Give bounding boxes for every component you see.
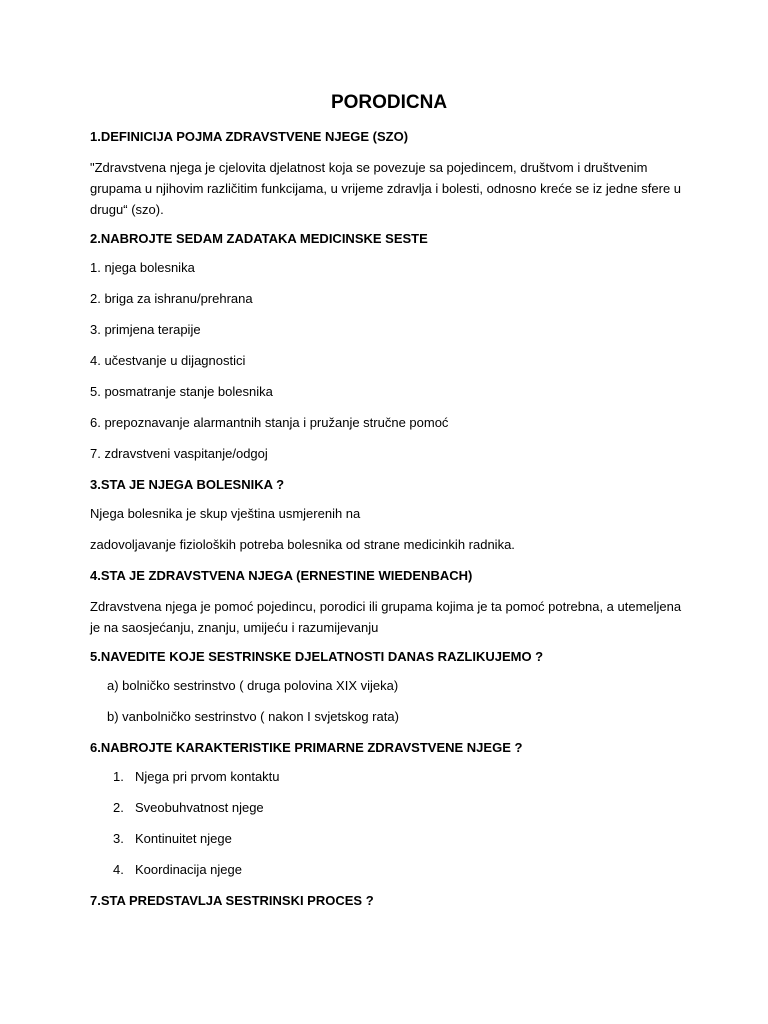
- question-3-heading: 3.STA JE NJEGA BOLESNIKA ?: [90, 477, 285, 492]
- question-5-heading: 5.NAVEDITE KOJE SESTRINSKE DJELATNOSTI DANAS RAZLIKUJEMO ?: [90, 649, 544, 664]
- question-2-heading: 2.NABROJTE SEDAM ZADATAKA MEDICINSKE SESTE: [90, 231, 428, 246]
- list-item: 2. briga za ishranu/prehrana: [90, 291, 253, 306]
- list-item: [90, 830, 688, 848]
- question-3-answer-line-1: Njega bolesnika je skup vještina usmjerenih na: [90, 506, 361, 521]
- question-1-answer: "Zdravstvena njega je cjelovita djelatnost koja se povezuje sa pojedincem, društvom i društvenim grupama u njihovim različitim funkcijama, u vrijeme zdravlja i bolesti, odnosno kreće se iz jedne sfere u drugu“ (szo).: [90, 160, 682, 217]
- list-item: 5. posmatranje stanje bolesnika: [90, 384, 273, 399]
- question-3-answer-line-2: zadovoljavanje fizioloških potreba bolesnika od strane medicinkih radnika.: [90, 537, 515, 552]
- list-item-text: Kontinuitet njege: [135, 831, 232, 846]
- list-item: 4. učestvanje u dijagnostici: [90, 353, 246, 368]
- list-item: a) bolničko sestrinstvo ( druga polovina XIX vijeka): [107, 678, 399, 693]
- list-item: [90, 768, 688, 786]
- list-item-number: 2.: [113, 800, 124, 815]
- question-4-heading: 4.STA JE ZDRAVSTVENA NJEGA (ERNESTINE WIEDENBACH): [90, 568, 473, 583]
- question-7-heading: 7.STA PREDSTAVLJA SESTRINSKI PROCES ?: [90, 893, 374, 908]
- list-item: [90, 861, 688, 879]
- list-item: b) vanbolničko sestrinstvo ( nakon I svjetskog rata): [107, 709, 399, 724]
- list-item-text: Koordinacija njege: [135, 862, 242, 877]
- list-item-text: Njega pri prvom kontaktu: [135, 769, 280, 784]
- list-item: 1. njega bolesnika: [90, 260, 195, 275]
- list-item-text: Sveobuhvatnost njege: [135, 800, 264, 815]
- list-item: 6. prepoznavanje alarmantnih stanja i pružanje stručne pomoć: [90, 415, 449, 430]
- question-6-heading: 6.NABROJTE KARAKTERISTIKE PRIMARNE ZDRAVSTVENE NJEGE ?: [90, 740, 523, 755]
- list-item-number: 1.: [113, 769, 124, 784]
- list-item-number: 3.: [113, 831, 124, 846]
- list-item-number: 4.: [113, 862, 124, 877]
- list-item: 3. primjena terapije: [90, 322, 201, 337]
- list-item: [90, 799, 688, 817]
- question-4-answer: Zdravstvena njega je pomoć pojedincu, porodici ili grupama kojima je ta pomoć potrebna, a utemeljena je na saosjećanju, znanju, umijeću i razumijevanju: [90, 599, 682, 635]
- document-title: PORODICNA: [330, 92, 448, 113]
- question-1-heading: 1.DEFINICIJA POJMA ZDRAVSTVENE NJEGE (SZO): [90, 129, 409, 144]
- list-item: 7. zdravstveni vaspitanje/odgoj: [90, 446, 268, 461]
